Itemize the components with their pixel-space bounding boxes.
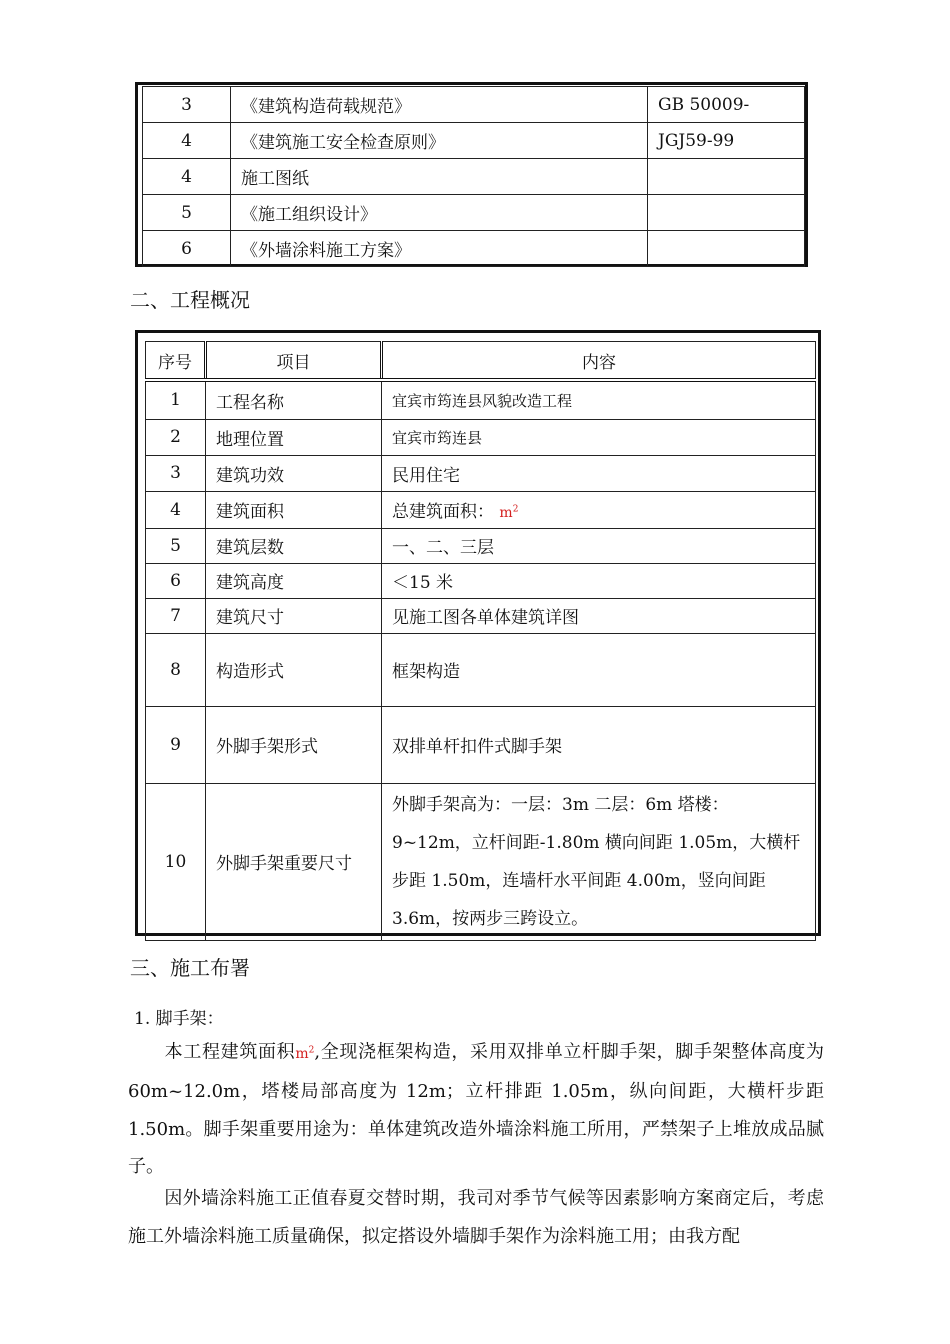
standard-code bbox=[648, 195, 805, 231]
list-item-heading: 1. 脚手架： bbox=[134, 1009, 224, 1029]
standard-name: 施工图纸 bbox=[231, 159, 648, 195]
row-number: 5 bbox=[146, 528, 206, 563]
row-item: 地理位置 bbox=[206, 419, 382, 455]
table-row bbox=[146, 633, 816, 706]
row-item: 建筑层数 bbox=[206, 528, 382, 563]
header-content: 内容 bbox=[382, 342, 816, 381]
table-row bbox=[143, 123, 805, 159]
paragraph: 因外墙涂料施工正值春夏交替时期，我司对季节气候等因素影响方案商定后，考虑施工外墙涂料施工质量确保，拟定搭设外墙脚手架作为涂料施工用；由我方配 bbox=[128, 1188, 824, 1247]
row-content: 外脚手架高为：一层：3m 二层：6m 塔楼：9~12m，立杆间距-1.80m 横向间距 1.05m，大横杆步距 1.50m，连墙杆水平间距 4.00m，竖向间距 3.6m，按两步三跨设立。 bbox=[382, 783, 816, 940]
row-content: 宜宾市筠连县风貌改造工程 bbox=[382, 380, 816, 419]
area-unit: $m^2$ bbox=[295, 1045, 315, 1062]
row-content bbox=[382, 491, 816, 528]
row-number: 3 bbox=[146, 455, 206, 491]
row-item: 建筑功效 bbox=[206, 455, 382, 491]
section-heading: 三、施工布署 bbox=[130, 956, 250, 980]
area-label: 总建筑面积： bbox=[392, 502, 494, 522]
reference-table bbox=[142, 86, 805, 267]
row-content: 一、二、三层 bbox=[382, 528, 816, 563]
standard-name: 《外墙涂料施工方案》 bbox=[231, 231, 648, 267]
row-item: 外脚手架形式 bbox=[206, 706, 382, 783]
standard-name: 《施工组织设计》 bbox=[231, 195, 648, 231]
row-item: 建筑高度 bbox=[206, 563, 382, 598]
area-unit: $m^2$ bbox=[499, 504, 519, 521]
section-heading: 二、工程概况 bbox=[130, 288, 250, 312]
standard-code bbox=[648, 231, 805, 267]
row-item: 外脚手架重要尺寸 bbox=[206, 783, 382, 940]
row-number: 3 bbox=[143, 87, 231, 123]
row-number: 4 bbox=[143, 159, 231, 195]
row-item: 构造形式 bbox=[206, 633, 382, 706]
table-row bbox=[146, 380, 816, 419]
table-row bbox=[143, 159, 805, 195]
overview-table bbox=[145, 341, 816, 941]
table-row bbox=[143, 231, 805, 267]
row-content: 框架构造 bbox=[382, 633, 816, 706]
row-item: 建筑面积 bbox=[206, 491, 382, 528]
table-row bbox=[143, 195, 805, 231]
table-row bbox=[143, 87, 805, 123]
table-row bbox=[146, 419, 816, 455]
standard-code bbox=[648, 159, 805, 195]
row-number: 5 bbox=[143, 195, 231, 231]
row-number: 10 bbox=[146, 783, 206, 940]
paragraph: 本工程建筑面积$m^2$,全现浇框架构造，采用双排单立杆脚手架，脚手架整体高度为 60m~12.0m，塔楼局部高度为 12m；立杆排距 1.05m，纵向间距，大横杆步距 1.50m。脚手架重要用途为：单体建筑改造外墙涂料施工所用，严禁架子上堆放成品腻子。 bbox=[128, 1041, 824, 1178]
row-content: 宜宾市筠连县 bbox=[382, 419, 816, 455]
reference-table-frame bbox=[135, 82, 808, 267]
row-number: 4 bbox=[146, 491, 206, 528]
table-row bbox=[146, 455, 816, 491]
row-item: 建筑尺寸 bbox=[206, 598, 382, 633]
row-content: 民用住宅 bbox=[382, 455, 816, 491]
table-row bbox=[146, 598, 816, 633]
row-number: 6 bbox=[143, 231, 231, 267]
row-content: ＜15 米 bbox=[382, 563, 816, 598]
row-content: 双排单杆扣件式脚手架 bbox=[382, 706, 816, 783]
header-number: 序号 bbox=[146, 342, 206, 381]
row-number: 8 bbox=[146, 633, 206, 706]
row-content: 见施工图各单体建筑详图 bbox=[382, 598, 816, 633]
row-number: 1 bbox=[146, 380, 206, 419]
table-row bbox=[146, 783, 816, 940]
row-number: 7 bbox=[146, 598, 206, 633]
row-number: 9 bbox=[146, 706, 206, 783]
standard-name: 《建筑施工安全检查原则》 bbox=[231, 123, 648, 159]
standard-name: 《建筑构造荷载规范》 bbox=[231, 87, 648, 123]
row-number: 6 bbox=[146, 563, 206, 598]
row-number: 2 bbox=[146, 419, 206, 455]
table-row bbox=[146, 706, 816, 783]
table-header-row bbox=[146, 342, 816, 381]
table-row bbox=[146, 528, 816, 563]
table-row bbox=[146, 563, 816, 598]
header-item: 项目 bbox=[206, 342, 382, 381]
row-item: 工程名称 bbox=[206, 380, 382, 419]
standard-code: JGJ59-99 bbox=[648, 123, 805, 159]
standard-code: GB 50009- bbox=[648, 87, 805, 123]
table-row bbox=[146, 491, 816, 528]
overview-table-frame bbox=[135, 330, 821, 936]
row-number: 4 bbox=[143, 123, 231, 159]
